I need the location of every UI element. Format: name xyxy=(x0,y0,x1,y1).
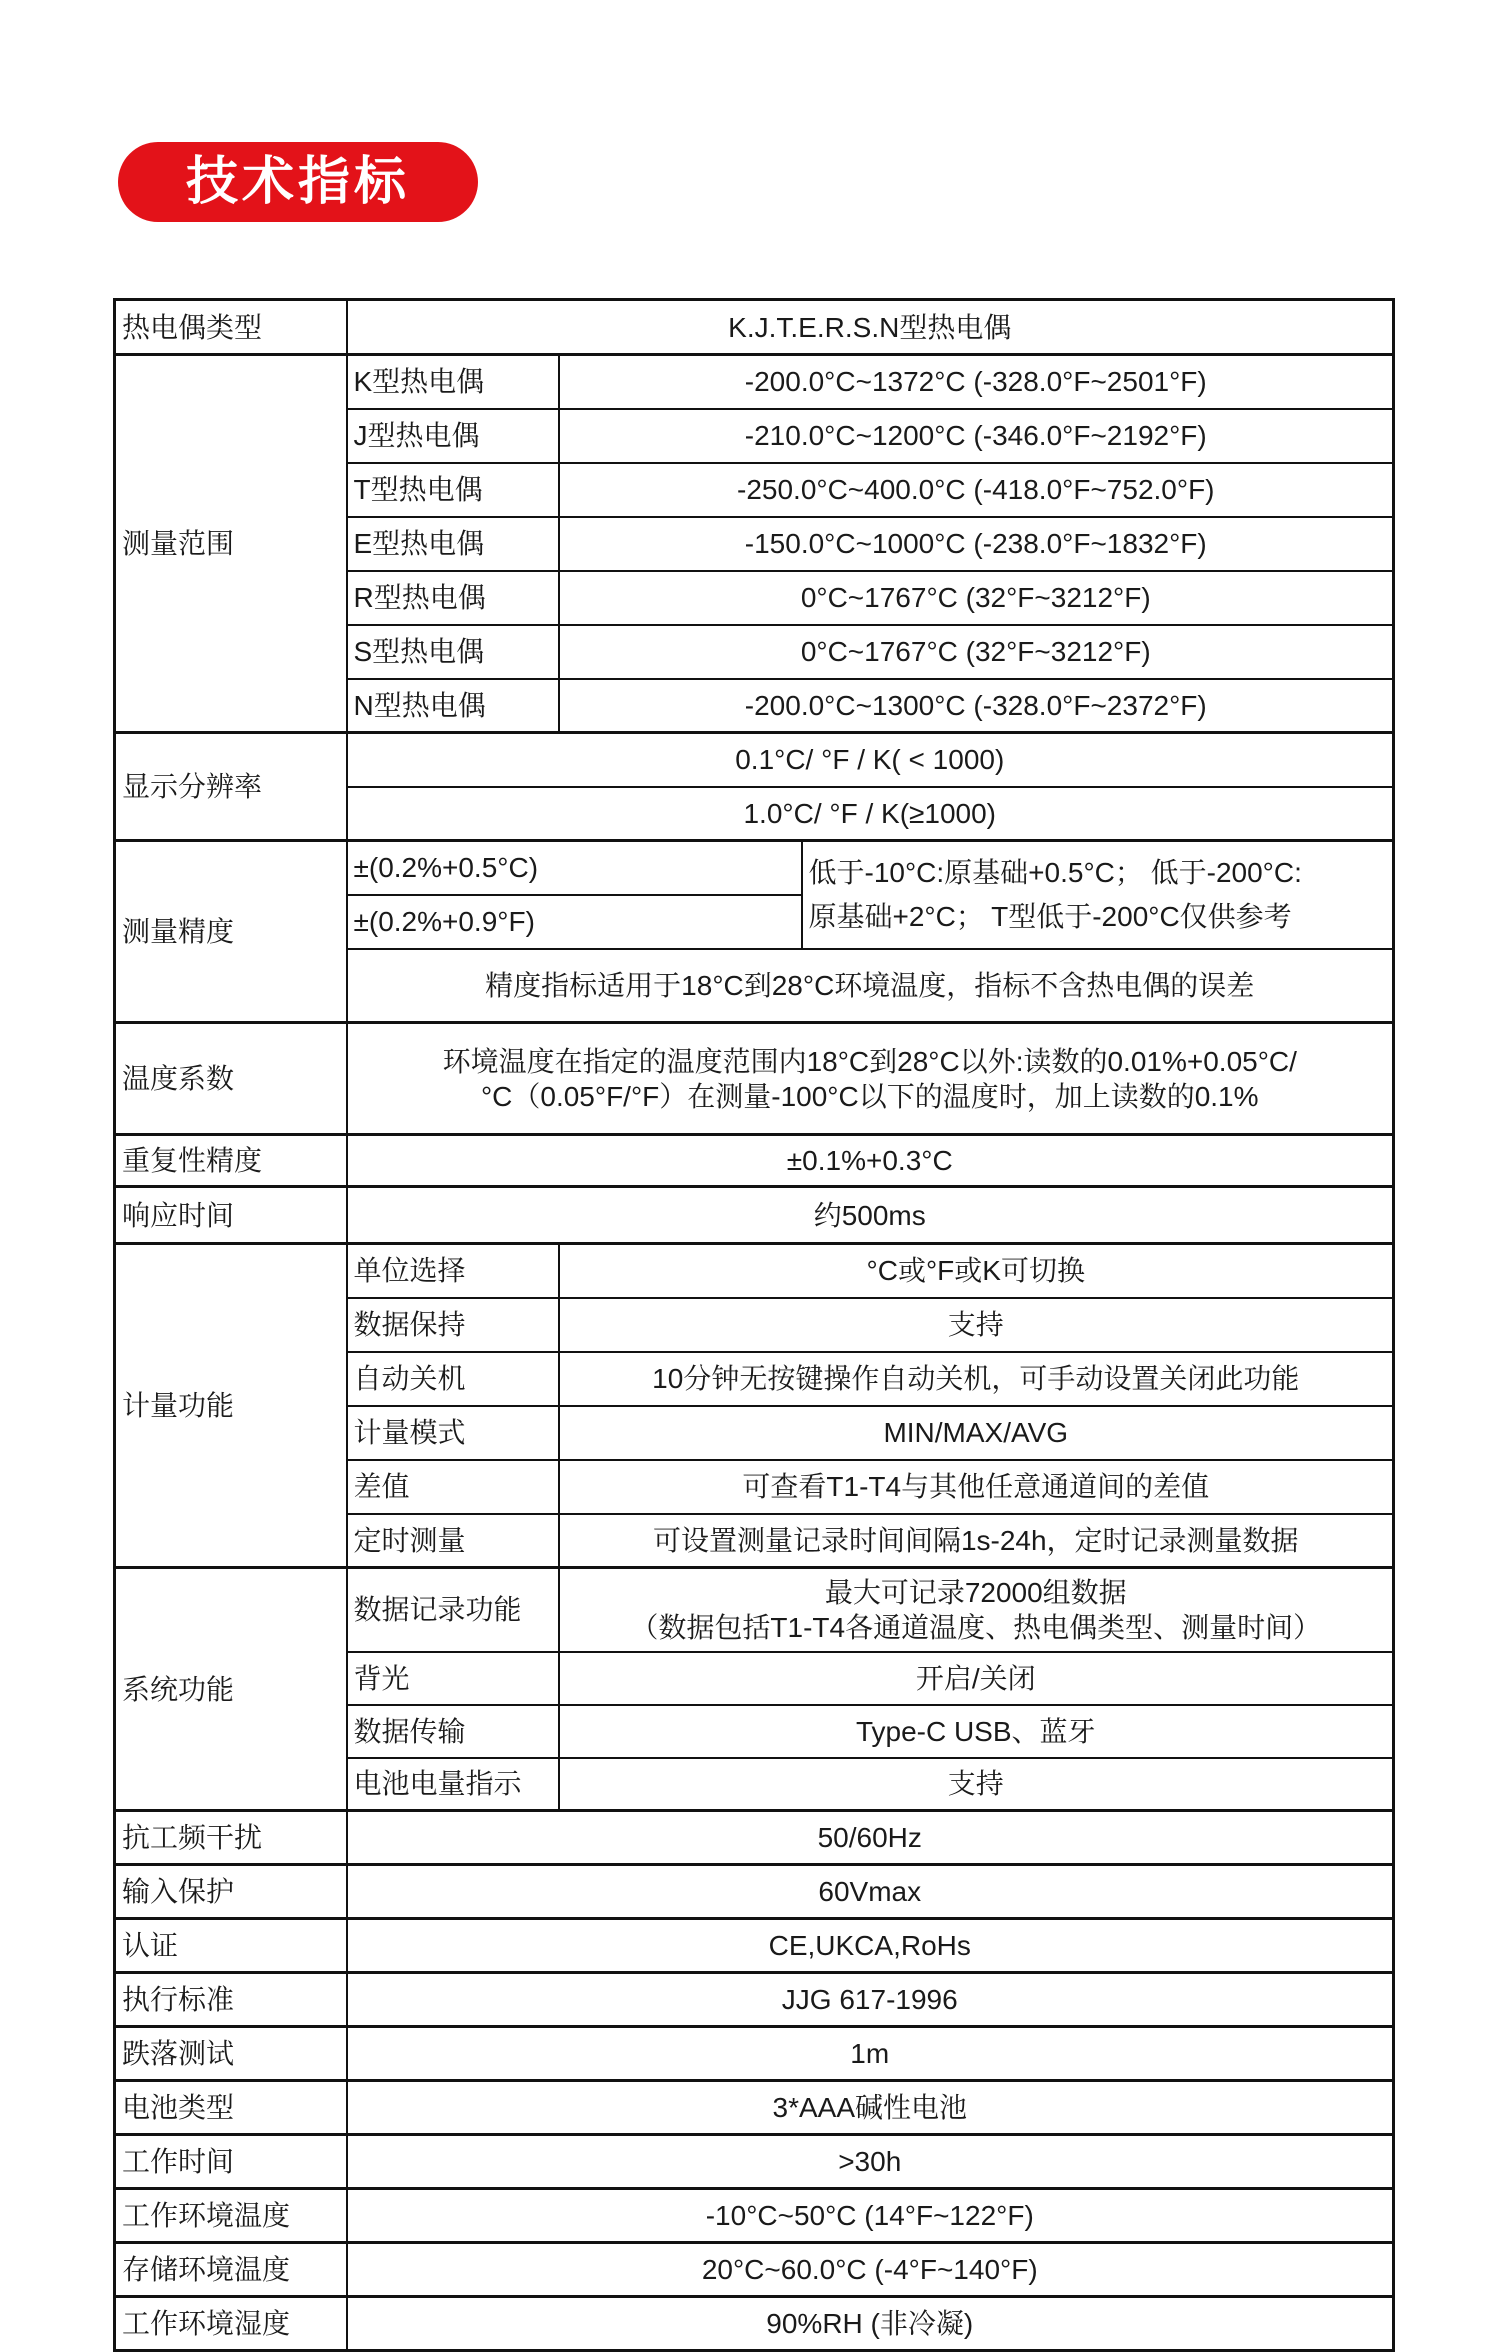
sf-name-transfer: 数据传输 xyxy=(347,1705,559,1758)
row-label-storage-temp: 存储环境温度 xyxy=(115,2243,347,2297)
spec-table-container xyxy=(113,298,1392,2352)
accuracy-spec-f: ±(0.2%+0.9°F) xyxy=(347,895,802,949)
mf-name-autooff: 自动关机 xyxy=(347,1352,559,1406)
value-certification: CE,UKCA,RoHs xyxy=(347,1919,1394,1973)
range-value-r: 0°C~1767°C (32°F~3212°F) xyxy=(559,571,1394,625)
value-standard: JJG 617-1996 xyxy=(347,1973,1394,2027)
accuracy-note-line1: 低于-10°C:原基础+0.5°C； 低于-200°C: xyxy=(808,857,1302,889)
temp-coefficient-line2: °C（0.05°F/°F）在测量-100°C以下的温度时，加上读数的0.1% xyxy=(480,1080,1259,1112)
range-type-t: T型热电偶 xyxy=(347,463,559,517)
row-label-input-protection: 输入保护 xyxy=(115,1865,347,1919)
range-type-k: K型热电偶 xyxy=(347,355,559,409)
sf-value-record-line2: （数据包括T1-T4各通道温度、热电偶类型、测量时间） xyxy=(630,1611,1322,1643)
mf-value-timed: 可设置测量记录时间间隔1s-24h，定时记录测量数据 xyxy=(559,1514,1394,1568)
sf-value-battery-indicator: 支持 xyxy=(559,1758,1394,1811)
row-label-operating-humidity: 工作环境湿度 xyxy=(115,2297,347,2351)
value-operating-humidity: 90%RH (非冷凝) xyxy=(347,2297,1394,2351)
repeatability-value: ±0.1%+0.3°C xyxy=(347,1135,1394,1187)
row-label-drop-test: 跌落测试 xyxy=(115,2027,347,2081)
range-type-e: E型热电偶 xyxy=(347,517,559,571)
range-type-j: J型热电偶 xyxy=(347,409,559,463)
resolution-row-2: 1.0°C/ °F / K(≥1000) xyxy=(347,787,1394,841)
accuracy-note-full: 精度指标适用于18°C到28°C环境温度，指标不含热电偶的误差 xyxy=(347,949,1394,1023)
sf-name-backlight: 背光 xyxy=(347,1652,559,1705)
sf-value-transfer: Type-C USB、蓝牙 xyxy=(559,1705,1394,1758)
row-label-resolution: 显示分辨率 xyxy=(115,733,347,841)
section-title-badge xyxy=(118,142,478,222)
row-label-thermocouple-type: 热电偶类型 xyxy=(115,300,347,355)
mf-value-hold: 支持 xyxy=(559,1298,1394,1352)
row-label-temp-coefficient: 温度系数 xyxy=(115,1023,347,1135)
mf-value-unit: °C或°F或K可切换 xyxy=(559,1244,1394,1298)
mf-name-diff: 差值 xyxy=(347,1460,559,1514)
row-label-battery-type: 电池类型 xyxy=(115,2081,347,2135)
section-title-text: 技术指标 xyxy=(185,153,410,211)
range-type-n: N型热电偶 xyxy=(347,679,559,733)
row-label-system-functions: 系统功能 xyxy=(115,1568,347,1811)
range-value-n: -200.0°C~1300°C (-328.0°F~2372°F) xyxy=(559,679,1394,733)
sf-value-record-line1: 最大可记录72000组数据 xyxy=(824,1576,1127,1608)
mf-value-diff: 可查看T1-T4与其他任意通道间的差值 xyxy=(559,1460,1394,1514)
value-operating-temp: -10°C~50°C (14°F~122°F) xyxy=(347,2189,1394,2243)
row-label-measure-range: 测量范围 xyxy=(115,355,347,733)
row-label-work-time: 工作时间 xyxy=(115,2135,347,2189)
range-value-j: -210.0°C~1200°C (-346.0°F~2192°F) xyxy=(559,409,1394,463)
mf-name-unit: 单位选择 xyxy=(347,1244,559,1298)
accuracy-note-cell xyxy=(802,841,1394,949)
sf-name-battery-indicator: 电池电量指示 xyxy=(347,1758,559,1811)
value-storage-temp: 20°C~60.0°C (-4°F~140°F) xyxy=(347,2243,1394,2297)
sf-value-record xyxy=(559,1568,1394,1652)
value-interference: 50/60Hz xyxy=(347,1811,1394,1865)
mf-value-mode: MIN/MAX/AVG xyxy=(559,1406,1394,1460)
row-label-measure-functions: 计量功能 xyxy=(115,1244,347,1568)
row-label-certification: 认证 xyxy=(115,1919,347,1973)
spec-table xyxy=(113,298,1395,2352)
row-label-operating-temp: 工作环境温度 xyxy=(115,2189,347,2243)
row-label-repeatability: 重复性精度 xyxy=(115,1135,347,1187)
row-label-response-time: 响应时间 xyxy=(115,1187,347,1244)
range-value-s: 0°C~1767°C (32°F~3212°F) xyxy=(559,625,1394,679)
mf-value-autooff: 10分钟无按键操作自动关机，可手动设置关闭此功能 xyxy=(559,1352,1394,1406)
accuracy-note-line2: 原基础+2°C； T型低于-200°C仅供参考 xyxy=(808,901,1292,933)
row-label-interference: 抗工频干扰 xyxy=(115,1811,347,1865)
mf-name-timed: 定时测量 xyxy=(347,1514,559,1568)
row-label-accuracy: 测量精度 xyxy=(115,841,347,1023)
mf-name-hold: 数据保持 xyxy=(347,1298,559,1352)
accuracy-spec-c: ±(0.2%+0.5°C) xyxy=(347,841,802,895)
row-label-standard: 执行标准 xyxy=(115,1973,347,2027)
sf-name-record: 数据记录功能 xyxy=(347,1568,559,1652)
range-value-t: -250.0°C~400.0°C (-418.0°F~752.0°F) xyxy=(559,463,1394,517)
resolution-row-1: 0.1°C/ °F / K( < 1000) xyxy=(347,733,1394,787)
temp-coefficient-line1: 环境温度在指定的温度范围内18°C到28°C以外:读数的0.01%+0.05°C/ xyxy=(442,1045,1297,1077)
value-drop-test: 1m xyxy=(347,2027,1394,2081)
range-value-e: -150.0°C~1000°C (-238.0°F~1832°F) xyxy=(559,517,1394,571)
range-type-r: R型热电偶 xyxy=(347,571,559,625)
range-value-k: -200.0°C~1372°C (-328.0°F~2501°F) xyxy=(559,355,1394,409)
response-time-value: 约500ms xyxy=(347,1187,1394,1244)
value-work-time: >30h xyxy=(347,2135,1394,2189)
range-type-s: S型热电偶 xyxy=(347,625,559,679)
temp-coefficient-value xyxy=(347,1023,1394,1135)
value-thermocouple-type: K.J.T.E.R.S.N型热电偶 xyxy=(347,300,1394,355)
sf-value-backlight: 开启/关闭 xyxy=(559,1652,1394,1705)
mf-name-mode: 计量模式 xyxy=(347,1406,559,1460)
value-input-protection: 60Vmax xyxy=(347,1865,1394,1919)
value-battery-type: 3*AAA碱性电池 xyxy=(347,2081,1394,2135)
